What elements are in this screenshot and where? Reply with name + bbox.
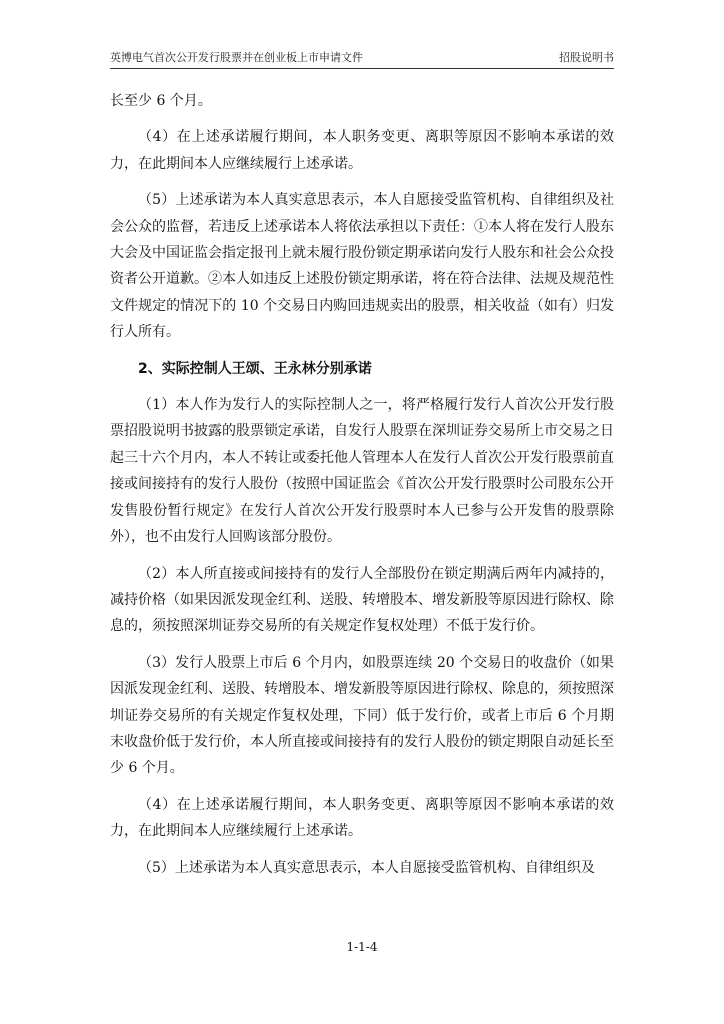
paragraph-item-3: （3）发行人股票上市后 6 个月内，如股票连续 20 个交易日的收盘价（如果因派发现金红利、送股、转增股本、增发新股等原因进行除权、除息的，须按照深圳证券交易所的有关规定作复权处理，下同）低于发行价，或者上市后 6 个月期末收盘价低于发行价，本人所直接或间接持有的发行人股份的锁定期限自动延长至少 6 个月。 xyxy=(110,654,614,777)
header-section-title: 招股说明书 xyxy=(559,51,614,64)
paragraph-item-4b: （4）在上述承诺履行期间，本人职务变更、离职等原因不影响本承诺的效力，在此期间本人应继续履行上述承诺。 xyxy=(110,796,614,840)
paragraph-item-2: （2）本人所直接或间接持有的发行人全部股份在锁定期满后两年内减持的，减持价格（如果因派发现金红利、送股、转增股本、增发新股等原因进行除权、除息的，须按照深圳证券交易所的有关规定作复权处理）不低于发行价。 xyxy=(110,565,614,635)
paragraph-continuation: 长至少 6 个月。 xyxy=(110,93,212,109)
page-header xyxy=(110,49,614,67)
page-number: 1-1-4 xyxy=(346,940,378,954)
paragraph-item-1: （1）本人作为发行人的实际控制人之一，将严格履行发行人首次公开发行股票招股说明书披露的股票锁定承诺，自发行人股票在深圳证券交易所上市交易之日起三十六个月内，本人不转让或委托他人管理本人在发行人首次公开发行股票前直接或间接持有的发行人股份（按照中国证监会《首次公开发行股票时公司股东公开发售股份暂行规定》在发行人首次公开发行股票时本人已参与公开发售的股票除外），也不由发行人回购该部分股份。 xyxy=(110,397,614,546)
section-heading: 2、实际控制人王颂、王永林分别承诺 xyxy=(138,360,372,377)
paragraph-item-4: （4）在上述承诺履行期间，本人职务变更、离职等原因不影响本承诺的效力，在此期间本人应继续履行上述承诺。 xyxy=(110,129,614,172)
header-divider xyxy=(110,68,614,69)
body-content xyxy=(110,88,614,891)
paragraph-item-5b: （5）上述承诺为本人真实意思表示，本人自愿接受监管机构、自律组织及 xyxy=(138,859,595,876)
paragraph-item-5: （5）上述承诺为本人真实意思表示，本人自愿接受监管机构、自律组织及社会公众的监督，若违反上述承诺本人将依法承担以下责任：①本人将在发行人股东大会及中国证监会指定报刊上就未履行股份锁定期承诺向发行人股东和社会公众投资者公开道歉。②本人如违反上述股份锁定期承诺，将在符合法律、法规及规范性文件规定的情况下的 10 个交易日内购回违规卖出的股票，相关收益（如有）归发行人所有。 xyxy=(110,192,614,341)
header-document-title: 英博电气首次公开发行股票并在创业板上市申请文件 xyxy=(110,51,363,64)
